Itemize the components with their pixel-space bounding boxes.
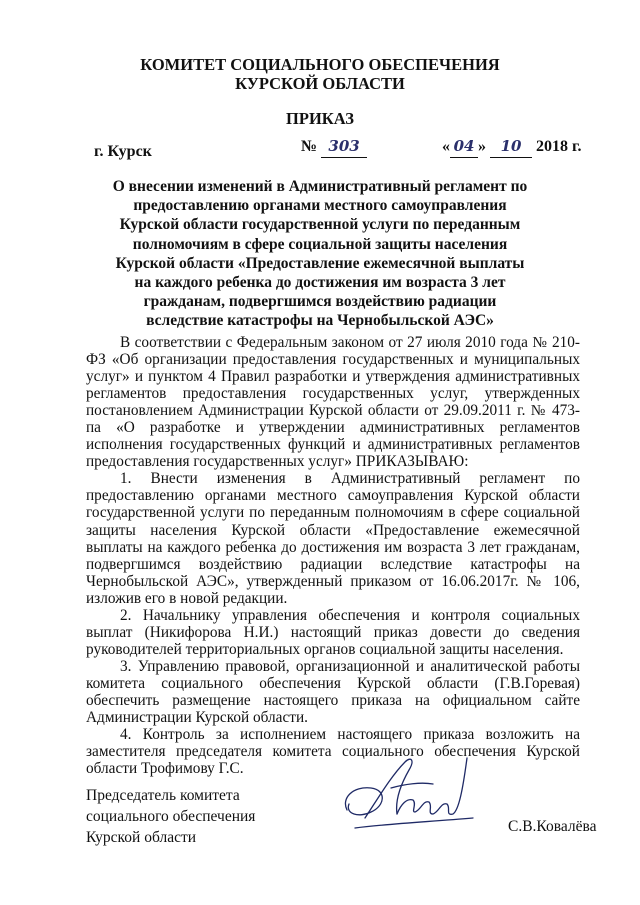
handwritten-signature	[335, 748, 485, 840]
clause-3: 3. Управлению правовой, организационной и аналитической работы комитета социального обеспечения Курской области (Г.В.Горевая) обеспечить размещение настоящего приказа на официальном сайте Администрации Курской области.	[86, 657, 580, 727]
order-subject	[100, 177, 540, 331]
date-close-quote: »	[478, 138, 486, 155]
number-value: 303	[321, 137, 367, 158]
signatory-name: С.В.Ковалёва	[508, 818, 597, 835]
date-open-quote: «	[442, 138, 450, 155]
subject-line: предоставлению органами местного самоуправления	[133, 197, 507, 215]
preamble-paragraph: В соответствии с Федеральным законом от 27 июля 2010 года № 210-ФЗ «Об организации предоставления государственных и муниципальных услуг» и пунктом 4 Правил разработки и утверждения административных регламентов предоставления государственных услуг, утвержденных постановлением Администрации Курской области от 29.09.2011 г. № 473-па «О разработке и утверждении административных регламентов исполнения государственных функций и административных регламентов предоставления государственных услуг» ПРИКАЗЫВАЮ:	[86, 334, 580, 471]
subject-line: О внесении изменений в Административный регламент по	[112, 178, 528, 195]
org-name-line2: КУРСКОЙ ОБЛАСТИ	[235, 74, 405, 93]
subject-line: на каждого ребенка до достижения им возраста 3 лет	[134, 274, 506, 292]
org-name-line1: КОМИТЕТ СОЦИАЛЬНОГО ОБЕСПЕЧЕНИЯ	[140, 55, 500, 74]
subject-line: гражданам, подвергшимся воздействию радиации	[143, 293, 497, 311]
position-line1: Председатель комитета	[86, 787, 240, 804]
date-year: 2018 г.	[536, 138, 582, 155]
position-line3: Курской области	[86, 829, 197, 846]
order-number	[301, 137, 367, 158]
number-prefix: №	[301, 138, 318, 155]
city: г. Курск	[94, 143, 152, 160]
date-month: 10	[490, 137, 532, 158]
order-body	[86, 334, 580, 777]
order-date	[442, 137, 581, 158]
clause-2: 2. Начальнику управления обеспечения и контроля социальных выплат (Никифорова Н.И.) настоящий приказ довести до сведения руководителей территориальных органов социальной защиты населения.	[86, 606, 580, 658]
date-day: 04	[450, 137, 478, 158]
subject-line: вследствие катастрофы на Чернобыльской АЭС»	[146, 312, 494, 330]
clause-1: 1. Внести изменения в Административный регламент по предоставлению органами местного самоуправления Курской области государственной услуги по переданным полномочиям в сфере социальной защиты населения Курской области «Предоставление ежемесячной выплаты на каждого ребенка до достижения им возраста 3 лет гражданам, подвергшимся воздействию радиации вследствие катастрофы на Чернобыльской АЭС», утвержденный приказом от 16.06.2017г. № 106, изложив его в новой редакции.	[86, 470, 580, 607]
signatory-position	[86, 785, 255, 848]
document-type: ПРИКАЗ	[286, 109, 354, 128]
subject-line: Курской области государственной услуги по переданным	[119, 216, 521, 234]
clause-4: 4. Контроль за исполнением настоящего приказа возложить на заместителя председателя комитета социального обеспечения Курской области Трофимову Г.С.	[86, 726, 580, 778]
subject-line: полномочиям в сфере социальной защиты населения	[132, 235, 508, 253]
subject-line: Курской области «Предоставление ежемесячной выплаты	[115, 254, 525, 272]
position-line2: социального обеспечения	[86, 808, 256, 825]
organization-header	[0, 55, 640, 93]
